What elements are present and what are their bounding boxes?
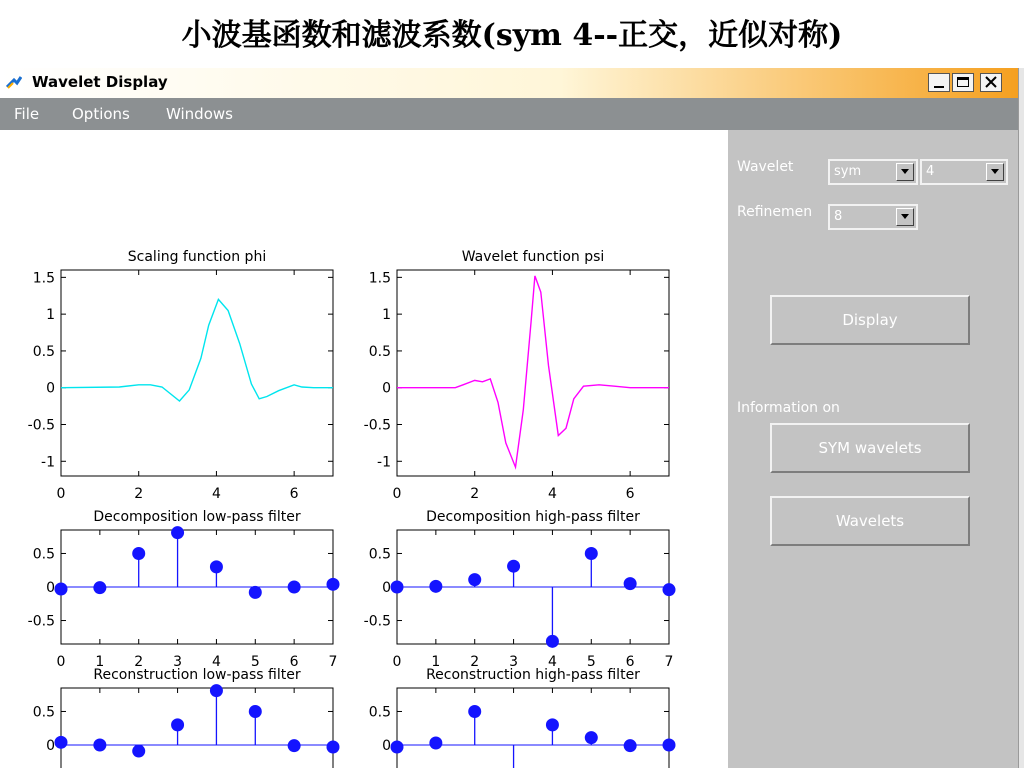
maximize-icon (957, 77, 969, 87)
stem-marker (132, 745, 145, 758)
x-tick-label: 0 (392, 654, 402, 670)
stem-marker (249, 705, 262, 718)
stem-marker (468, 573, 481, 586)
stem-marker (546, 718, 559, 731)
stem-marker (210, 560, 223, 573)
y-tick-label: 0 (46, 738, 55, 754)
stem-marker (55, 736, 68, 749)
stem-marker (546, 635, 559, 648)
x-tick-label: 6 (625, 654, 635, 670)
x-tick-label: 0 (56, 486, 66, 502)
x-tick-label: 3 (173, 654, 183, 670)
x-tick-label: 6 (289, 486, 299, 502)
stem-marker (429, 580, 442, 593)
y-tick-label: 0.5 (368, 546, 391, 563)
sym-wavelets-button[interactable]: SYM wavelets (770, 423, 970, 473)
plot-1 (28, 249, 333, 502)
x-tick-label: 4 (211, 486, 221, 502)
stem-marker (171, 526, 184, 539)
x-tick-label: 3 (509, 654, 519, 670)
plot-area (0, 130, 728, 768)
y-tick-label: 0.5 (368, 343, 391, 360)
close-icon (981, 74, 1001, 91)
y-tick-label: 0 (382, 380, 391, 397)
x-tick-label: 6 (289, 654, 299, 670)
slide-title: 小波基函数和滤波系数(sym 4--正交，近似对称) (181, 18, 843, 53)
chevron-down-icon[interactable] (986, 163, 1004, 181)
menu-windows[interactable]: Windows (166, 105, 233, 123)
stem-marker (93, 739, 106, 752)
y-tick-label: 1 (46, 307, 55, 324)
x-tick-label: 2 (134, 486, 144, 502)
x-tick-label: 4 (547, 654, 557, 670)
x-tick-label: 4 (547, 486, 557, 502)
stem-marker (507, 560, 520, 573)
wavelet-label: Wavelet (737, 159, 794, 175)
stem-marker (210, 684, 223, 697)
plot-frame (61, 688, 333, 768)
stem-marker (585, 731, 598, 744)
window-title: Wavelet Display (32, 73, 168, 91)
wavelets-button[interactable]: Wavelets (770, 496, 970, 546)
y-tick-label: 1.5 (32, 270, 55, 287)
x-tick-label: 0 (392, 486, 402, 502)
menu-file[interactable]: File (14, 105, 40, 123)
stem-marker (132, 547, 145, 560)
stem-marker (468, 705, 481, 718)
plot-title: Reconstruction low-pass filter (93, 667, 301, 683)
wavelet-order-select[interactable] (920, 159, 1008, 185)
plots-canvas (0, 130, 728, 768)
y-tick-label: -0.5 (363, 417, 391, 434)
matlab-app-icon (6, 75, 22, 91)
y-tick-label: 1.5 (368, 270, 391, 287)
y-tick-label: 0.5 (32, 546, 55, 563)
stem-marker (327, 578, 340, 591)
window-edge (1018, 68, 1024, 768)
stem-marker (663, 583, 676, 596)
wavelet-order-value: 4 (926, 164, 935, 179)
information-label: Information on (737, 400, 840, 416)
y-tick-label: -1 (377, 454, 391, 471)
close-button[interactable] (980, 73, 1002, 92)
plot-6 (364, 667, 676, 768)
stem-marker (429, 736, 442, 749)
menu-options[interactable]: Options (72, 105, 130, 123)
y-tick-label: -0.5 (27, 417, 55, 434)
plot-5 (28, 667, 340, 768)
y-tick-label: -0.5 (27, 613, 55, 630)
stem-marker (288, 739, 301, 752)
minimize-button[interactable] (928, 73, 950, 92)
control-panel (728, 130, 1018, 768)
stem-marker (663, 739, 676, 752)
x-tick-label: 5 (586, 654, 596, 670)
plot-title: Decomposition high-pass filter (426, 509, 640, 525)
refinement-select[interactable] (828, 204, 918, 230)
menu-bar (0, 98, 1018, 130)
x-tick-label: 7 (664, 654, 674, 670)
y-tick-label: -0.5 (363, 613, 391, 630)
x-tick-label: 5 (250, 654, 260, 670)
chevron-down-icon[interactable] (896, 208, 914, 226)
x-tick-label: 1 (95, 654, 105, 670)
x-tick-label: 7 (328, 654, 338, 670)
stem-marker (249, 586, 262, 599)
stem-marker (391, 581, 404, 594)
refinement-label: Refinemen (737, 204, 813, 220)
x-tick-label: 2 (470, 486, 480, 502)
stem-marker (288, 581, 301, 594)
display-button[interactable]: Display (770, 295, 970, 345)
x-tick-label: 0 (56, 654, 66, 670)
y-tick-label: 0 (46, 580, 55, 596)
plot-frame (61, 270, 333, 476)
plot-title: Scaling function phi (127, 249, 267, 265)
stem-marker (624, 577, 637, 590)
y-tick-label: 1 (382, 307, 391, 324)
x-tick-label: 4 (211, 654, 221, 670)
x-tick-label: 2 (134, 654, 144, 670)
plot-title: Reconstruction high-pass filter (426, 667, 640, 683)
x-tick-label: 6 (625, 486, 635, 502)
y-tick-label: 0.5 (32, 704, 55, 721)
x-tick-label: 1 (431, 654, 441, 670)
y-tick-label: 0 (382, 580, 391, 596)
minimize-icon (934, 86, 944, 88)
y-tick-label: 0.5 (368, 704, 391, 721)
plot-2 (364, 249, 669, 502)
plot-4 (364, 509, 676, 670)
stem-marker (55, 583, 68, 596)
wavelet-display-window (0, 68, 1018, 768)
refinement-value: 8 (834, 209, 843, 224)
plot-title: Wavelet function psi (461, 249, 605, 265)
x-tick-label: 2 (470, 654, 480, 670)
stem-marker (624, 739, 637, 752)
y-tick-label: 0.5 (32, 343, 55, 360)
plot-frame (397, 688, 669, 768)
y-tick-label: 0 (46, 380, 55, 397)
wavelet-family-value: sym (834, 164, 862, 179)
stem-marker (327, 741, 340, 754)
plot-3 (28, 509, 340, 670)
y-tick-label: -1 (41, 454, 55, 471)
stem-marker (391, 741, 404, 754)
stem-marker (93, 581, 106, 594)
chevron-down-icon[interactable] (896, 163, 914, 181)
wavelet-family-select[interactable] (828, 159, 918, 185)
y-tick-label: 0 (382, 738, 391, 754)
stem-marker (585, 547, 598, 560)
maximize-button[interactable] (952, 73, 974, 92)
title-bar[interactable] (0, 68, 1018, 98)
plot-title: Decomposition low-pass filter (93, 509, 301, 525)
stem-marker (171, 718, 184, 731)
